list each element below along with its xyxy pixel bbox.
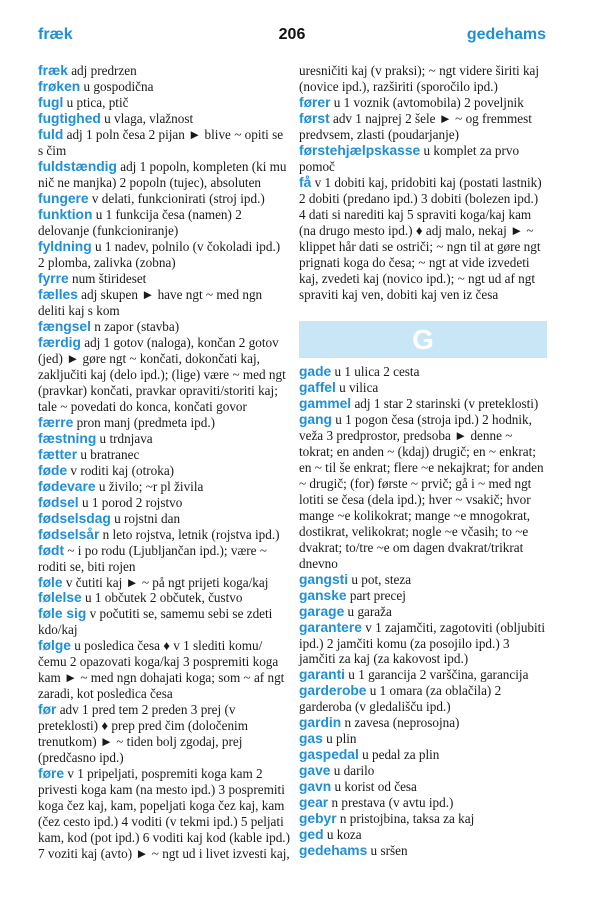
dictionary-entry [38, 127, 290, 159]
entry-headword: først [299, 110, 330, 126]
entry-headword: færdig [38, 334, 81, 350]
entry-definition: u 1 garancija 2 varščina, garancija [348, 667, 529, 683]
entry-definition: pron manj (predmeta ipd.) [76, 414, 216, 430]
entry-headword: fugl [38, 94, 64, 110]
dictionary-entry [38, 335, 290, 415]
section-letter-band [299, 321, 547, 358]
entry-headword: gear [299, 795, 329, 811]
entry-definition: u trdnjava [99, 430, 153, 446]
dictionary-entry [38, 111, 290, 127]
dictionary-entry [38, 63, 290, 79]
entry-definition: adj skupen ► have ngt ~ med ngn deliti kaj s kom [38, 286, 263, 318]
entry-headword: følelse [38, 590, 82, 606]
left-guide-word: fræk [38, 26, 73, 43]
dictionary-entry [299, 795, 547, 811]
entry-headword: frøken [38, 78, 81, 94]
entry-headword: fødevare [38, 478, 96, 494]
dictionary-entry [38, 590, 290, 606]
entry-definition: part precej [349, 587, 406, 603]
entry-headword: gebyr [299, 811, 337, 827]
dictionary-entry [38, 463, 290, 479]
entry-headword: fødselsår [38, 526, 100, 542]
entry-definition: uresničiti kaj (v praksi); ~ ngt videre širiti kaj (novice ipd.), razširiti (sporočilo ipd.) [299, 63, 540, 94]
dictionary-entry [38, 575, 290, 591]
entry-definition: u 1 ulica 2 cesta [334, 363, 420, 379]
entry-headword: gammel [299, 395, 352, 411]
entry-headword: gang [299, 411, 332, 427]
entry-definition: u plin [326, 731, 357, 747]
entry-headword: fængsel [38, 318, 91, 334]
entry-definition: n prestava (v avtu ipd.) [331, 795, 454, 811]
entry-definition: adj 1 poln česa 2 pijan ► blive ~ opiti se s čim [38, 126, 284, 158]
dictionary-entry [299, 763, 547, 779]
entry-headword: føde [38, 462, 68, 478]
entry-definition: u 1 funkcija česa (namen) 2 delovanje (funkcioniranje) [38, 206, 242, 238]
entry-headword: garage [299, 603, 345, 619]
entry-headword: fæstning [38, 430, 97, 446]
dictionary-entry [299, 380, 547, 396]
entry-definition: v roditi kaj (otroka) [70, 462, 175, 478]
entry-definition: u ptica, ptič [66, 94, 129, 110]
entry-headword: fuld [38, 126, 64, 142]
right-column-f-entries [299, 63, 547, 303]
entry-definition: u posledica česa ♦ v 1 slediti komu/čemu 2 opazovati koga/kaj 3 pospremiti koga kam ► ~ med ngn dohajati koga; som ~ af ngt zaradi, kot posledica česa [38, 638, 285, 702]
entry-definition: adj 1 popoln, kompleten (ki mu nič ne manjka) 2 popoln (tujec), absoluten [38, 158, 287, 190]
left-column [38, 63, 290, 862]
dictionary-entry [38, 79, 290, 95]
dictionary-entry [299, 412, 547, 572]
entry-headword: fungere [38, 190, 89, 206]
dictionary-entry [299, 63, 547, 95]
entry-headword: gavn [299, 779, 332, 795]
entry-definition: adv 1 najprej 2 šele ► ~ og fremmest predvsem, zlasti (poudarjanje) [299, 110, 532, 142]
dictionary-entry [38, 766, 290, 862]
dictionary-entry [38, 447, 290, 463]
entry-headword: føle sig [38, 606, 87, 622]
entry-definition: v čutiti kaj ► ~ på ngt prijeti koga/kaj [65, 574, 269, 590]
right-column [299, 63, 547, 859]
entry-definition: n leto rojstva, letnik (rojstva ipd.) [102, 526, 280, 542]
dictionary-entry [38, 495, 290, 511]
right-guide-word: gedehams [466, 26, 546, 43]
entry-definition: u gospodična [83, 78, 154, 94]
entry-headword: gaspedal [299, 747, 359, 763]
entry-headword: fyrre [38, 270, 69, 286]
page-number: 206 [278, 26, 306, 43]
entry-definition: u 1 nadev, polnilo (v čokoladi ipd.) 2 plomba, zalivka (zobna) [38, 238, 281, 270]
entry-definition: num štirideset [71, 270, 147, 286]
entry-definition: adj predrzen [71, 63, 137, 78]
entry-definition: u rojstni dan [114, 510, 181, 526]
dictionary-entry [299, 715, 547, 731]
entry-headword: fødselsdag [38, 510, 111, 526]
dictionary-entry [38, 479, 290, 495]
dictionary-entry [299, 175, 547, 303]
entry-definition: adj 1 star 2 starinski (v preteklosti) [354, 395, 539, 411]
entry-headword: fugtighed [38, 110, 101, 126]
entry-headword: født [38, 542, 65, 558]
entry-headword: gaffel [299, 379, 336, 395]
dictionary-entry [299, 95, 547, 111]
dictionary-entry [38, 271, 290, 287]
entry-headword: gangsti [299, 571, 349, 587]
entry-definition: u 1 voznik (avtomobila) 2 poveljnik [333, 94, 524, 110]
entry-definition: u živilo; ~r pl živila [98, 478, 204, 494]
dictionary-entry [299, 143, 547, 175]
dictionary-entry [38, 159, 290, 191]
dictionary-entry [38, 287, 290, 319]
dictionary-entry [38, 606, 290, 638]
section-letter: G [412, 323, 434, 355]
dictionary-entry [299, 779, 547, 795]
entry-headword: færre [38, 414, 74, 430]
dictionary-entry [38, 319, 290, 335]
entry-headword: funktion [38, 206, 93, 222]
entry-headword: gave [299, 763, 331, 779]
entry-headword: gade [299, 363, 332, 379]
entry-headword: gardin [299, 715, 342, 731]
entry-definition: n zavesa (neprosojna) [344, 715, 460, 731]
dictionary-entry [299, 588, 547, 604]
dictionary-entry [299, 572, 547, 588]
entry-definition: n zapor (stavba) [94, 318, 180, 334]
entry-definition: u korist od česa [334, 779, 417, 795]
dictionary-entry [38, 543, 290, 575]
entry-headword: gas [299, 731, 323, 747]
entry-definition: u pedal za plin [362, 747, 440, 763]
entry-definition: ~ i po rodu (Ljubljančan ipd.); være ~ roditi se, biti rojen [38, 542, 267, 574]
dictionary-entry [299, 843, 547, 859]
page-header [38, 26, 546, 48]
entry-definition: u 1 občutek 2 občutek, čustvo [85, 590, 243, 606]
dictionary-entry [38, 95, 290, 111]
entry-headword: føle [38, 574, 63, 590]
entry-headword: fører [299, 94, 331, 110]
entry-definition: v 1 zajamčiti, zagotoviti (obljubiti ipd.) 2 jamčiti komu (za posojilo ipd.) 3 jamčiti za kaj (za kakovost ipd.) [299, 619, 546, 667]
entry-definition: u 1 omara (za oblačila) 2 garderoba (v gledališču ipd.) [299, 683, 502, 715]
entry-headword: fuldstændig [38, 158, 117, 174]
entry-definition: u koza [326, 827, 362, 843]
dictionary-entry [299, 396, 547, 412]
entry-definition: n pristojbina, taksa za kaj [339, 811, 475, 827]
dictionary-entry [38, 431, 290, 447]
dictionary-entry [299, 747, 547, 763]
dictionary-entry [38, 638, 290, 702]
dictionary-entry [299, 827, 547, 843]
dictionary-entry [38, 207, 290, 239]
entry-headword: få [299, 174, 312, 190]
dictionary-entry [299, 811, 547, 827]
entry-definition: v 1 dobiti kaj, pridobiti kaj (postati lastnik) 2 dobiti (predano ipd.) 3 dobiti (bolezen ipd.) 4 dati si narediti kaj 5 spraviti koga/kaj kam (na drugo mesto ipd.) ♦ adj malo, nekaj ► ~ klippet hår dati se ostriči; ~ ngn til at gøre ngt prignati koga do česa; ~ ngt at vide izvedeti kaj, zvedeti kaj (novico ipd.); ~ ngt ud af ngt spraviti kaj ven, dobiti kaj ven iz česa [299, 174, 542, 302]
dictionary-entry [299, 667, 547, 683]
entry-definition: u garaža [347, 603, 392, 619]
entry-definition: u komplet za prvo pomoč [299, 142, 520, 174]
entry-headword: ged [299, 827, 324, 843]
entry-headword: fræk [38, 63, 68, 78]
dictionary-entry [38, 239, 290, 271]
right-column-g-entries [299, 364, 547, 860]
entry-definition: u darilo [333, 763, 375, 779]
dictionary-entry [38, 415, 290, 431]
entry-headword: før [38, 702, 57, 718]
dictionary-entry [38, 527, 290, 543]
entry-definition: u vilica [339, 379, 379, 395]
entry-headword: følge [38, 638, 71, 654]
entry-headword: fælles [38, 286, 78, 302]
entry-headword: fødsel [38, 494, 79, 510]
entry-definition: u vlaga, vlažnost [104, 110, 194, 126]
entry-definition: v počutiti se, samemu sebi se zdeti kdo/kaj [38, 606, 273, 638]
entry-headword: fætter [38, 446, 78, 462]
entry-definition: u 1 porod 2 rojstvo [81, 494, 183, 510]
entry-headword: ganske [299, 587, 347, 603]
entry-definition: v delati, funkcionirati (stroj ipd.) [91, 190, 265, 206]
dictionary-entry [38, 191, 290, 207]
dictionary-entry [38, 702, 290, 766]
dictionary-entry [38, 511, 290, 527]
entry-headword: garantere [299, 619, 362, 635]
entry-headword: føre [38, 766, 65, 782]
entry-headword: fyldning [38, 238, 92, 254]
entry-headword: førstehjælpskasse [299, 142, 421, 158]
entry-definition: adv 1 pred tem 2 preden 3 prej (v preteklosti) ♦ prep pred čim (določenim trenutkom) ► ~ tiden bolj zgodaj, prej (predčasno ipd.) [38, 702, 248, 766]
dictionary-entry [299, 731, 547, 747]
entry-headword: garanti [299, 667, 345, 683]
entry-definition: u sršen [370, 843, 408, 859]
entry-definition: u bratranec [80, 446, 140, 462]
entry-headword: gedehams [299, 843, 368, 859]
entry-headword: garderobe [299, 683, 367, 699]
dictionary-entry [299, 683, 547, 715]
entry-definition: adj 1 gotov (naloga), končan 2 gotov (jed) ► gøre ngt ~ končati, dokončati kaj, zaključiti kaj (delo ipd.); (lige) være ~ med ngt (pravkar) končati, pravkar opraviti/storiti kaj; tale ~ povedati do konca, končati govor [38, 334, 286, 414]
entry-definition: u 1 pogon česa (stroja ipd.) 2 hodnik, veža 3 predprostor, predsoba ► denne ~ tokrat; en anden ~ (kdaj) drugič; en ~ enkrat; en ~ til še enkrat; flere ~e nekajkrat; for anden ~ drugič; (for) første ~ prvič; gå i ~ med ngt lotiti se česa (dela ipd.); hver ~ vsakič; hvor mange ~e kolikokrat; mange ~e mnogokrat, dostikrat, velikokrat; nogle ~e včasih; to ~e dvakrat; to/tre ~e om dagen dvakrat/trikrat dnevno [299, 411, 544, 571]
dictionary-entry [299, 364, 547, 380]
entry-definition: u pot, steza [351, 571, 412, 587]
entry-definition: v 1 pripeljati, pospremiti koga kam 2 privesti koga kam (na mesto ipd.) 3 pospremiti koga čez kaj, kam, popeljati koga čez kaj, kam (čez cesto ipd.) 4 voditi (v tekmi ipd.) 5 peljati kam, kod (pot ipd.) 6 voditi kaj kod (kable ipd.) 7 voziti kaj (avto) ► ~ ngt ud i livet izvesti kaj, [38, 766, 290, 862]
dictionary-entry [299, 620, 547, 668]
dictionary-entry [299, 604, 547, 620]
dictionary-entry [299, 111, 547, 143]
